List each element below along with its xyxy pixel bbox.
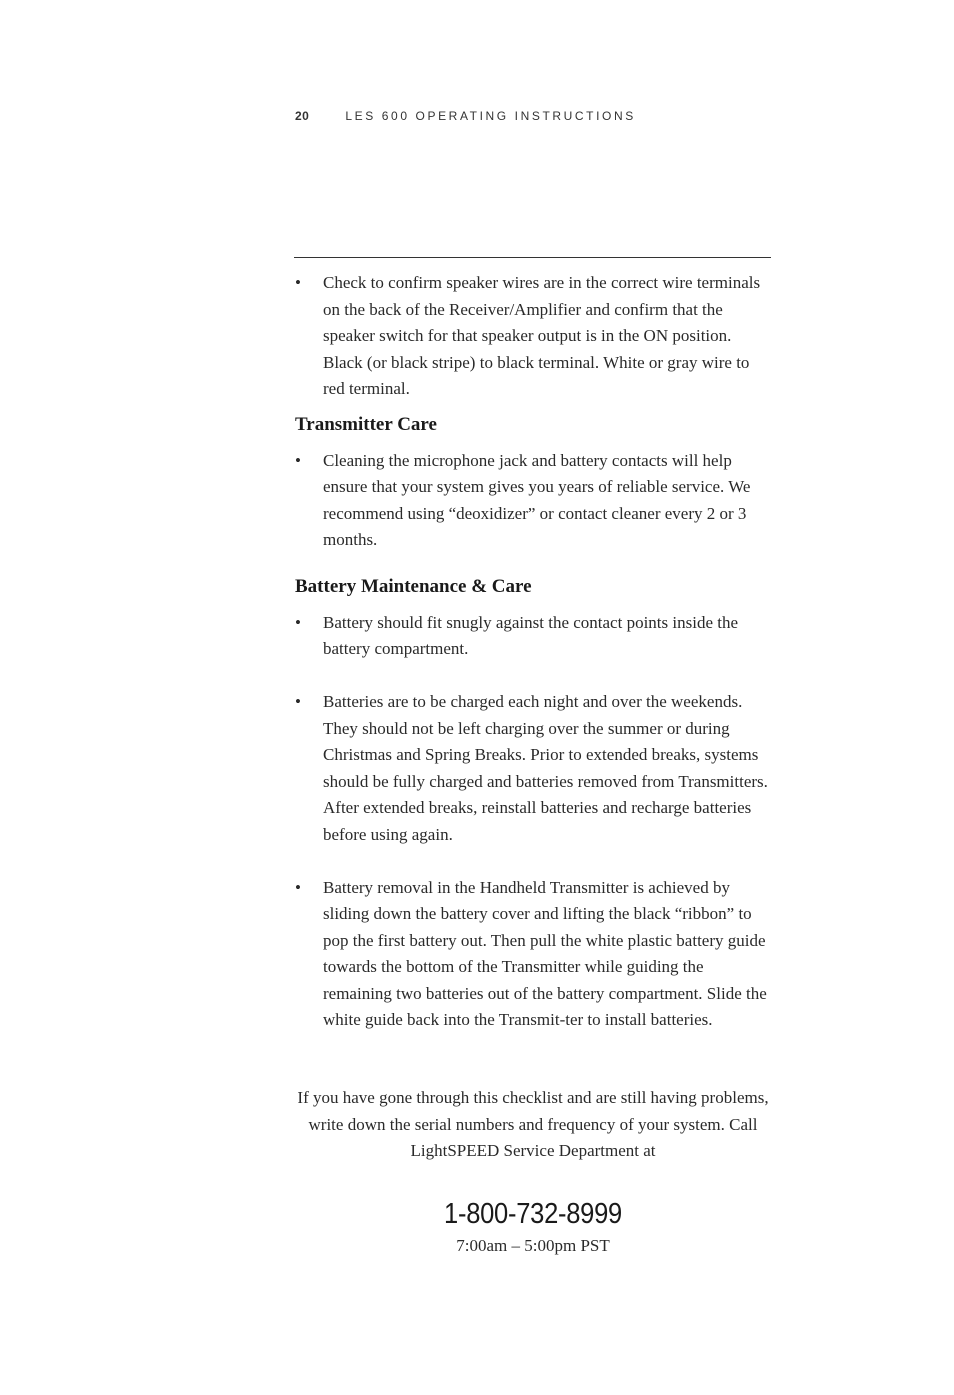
service-phone-number: 1-800-732-8999 <box>444 1198 622 1230</box>
heading-transmitter-care: Transmitter Care <box>295 413 437 435</box>
main-content <box>295 270 771 1034</box>
bullet-battery-fit: • Battery should fit snugly against the contact points inside the battery compartment. <box>295 610 771 663</box>
section-divider <box>294 257 771 258</box>
bullet-battery-removal: • Battery removal in the Handheld Transmitter is achieved by sliding down the battery cover and lifting the black “ribbon” to pop the first battery out. Then pull the white plastic battery guide towards the bottom of the Transmitter while guiding the remaining two batteries out of the battery compartment. Slide the white guide back into the Transmit-ter to install batteries. <box>295 875 771 1034</box>
closing-paragraph: If you have gone through this checklist and are still having problems, write down the serial numbers and frequency of your system. Call LightSPEED Service Department at <box>297 1088 769 1160</box>
heading-battery-care: Battery Maintenance & Care <box>295 575 532 597</box>
page-number: 20 <box>295 109 310 123</box>
bullet-battery-charging: • Batteries are to be charged each night and over the weekends. They should not be left charging over the summer or during Christmas and Spring Breaks. Prior to extended breaks, systems should be fully charged and batteries removed from Transmitters. After extended breaks, reinstall batteries and recharge batteries before using again. <box>295 689 771 848</box>
service-hours: 7:00am – 5:00pm PST <box>456 1236 610 1255</box>
running-header <box>295 109 636 123</box>
bullet-transmitter-cleaning: • Cleaning the microphone jack and battery contacts will help ensure that your system gives you years of reliable service. We recommend using “deoxidizer” or contact cleaner every 2 or 3 months. <box>295 448 771 554</box>
bullet-speaker-check: • Check to confirm speaker wires are in the correct wire terminals on the back of the Receiver/Amplifier and confirm that the speaker switch for that speaker output is in the ON position. Black (or black stripe) to black terminal. White or gray wire to red terminal. <box>295 270 771 403</box>
document-title: LES 600 OPERATING INSTRUCTIONS <box>345 109 636 123</box>
